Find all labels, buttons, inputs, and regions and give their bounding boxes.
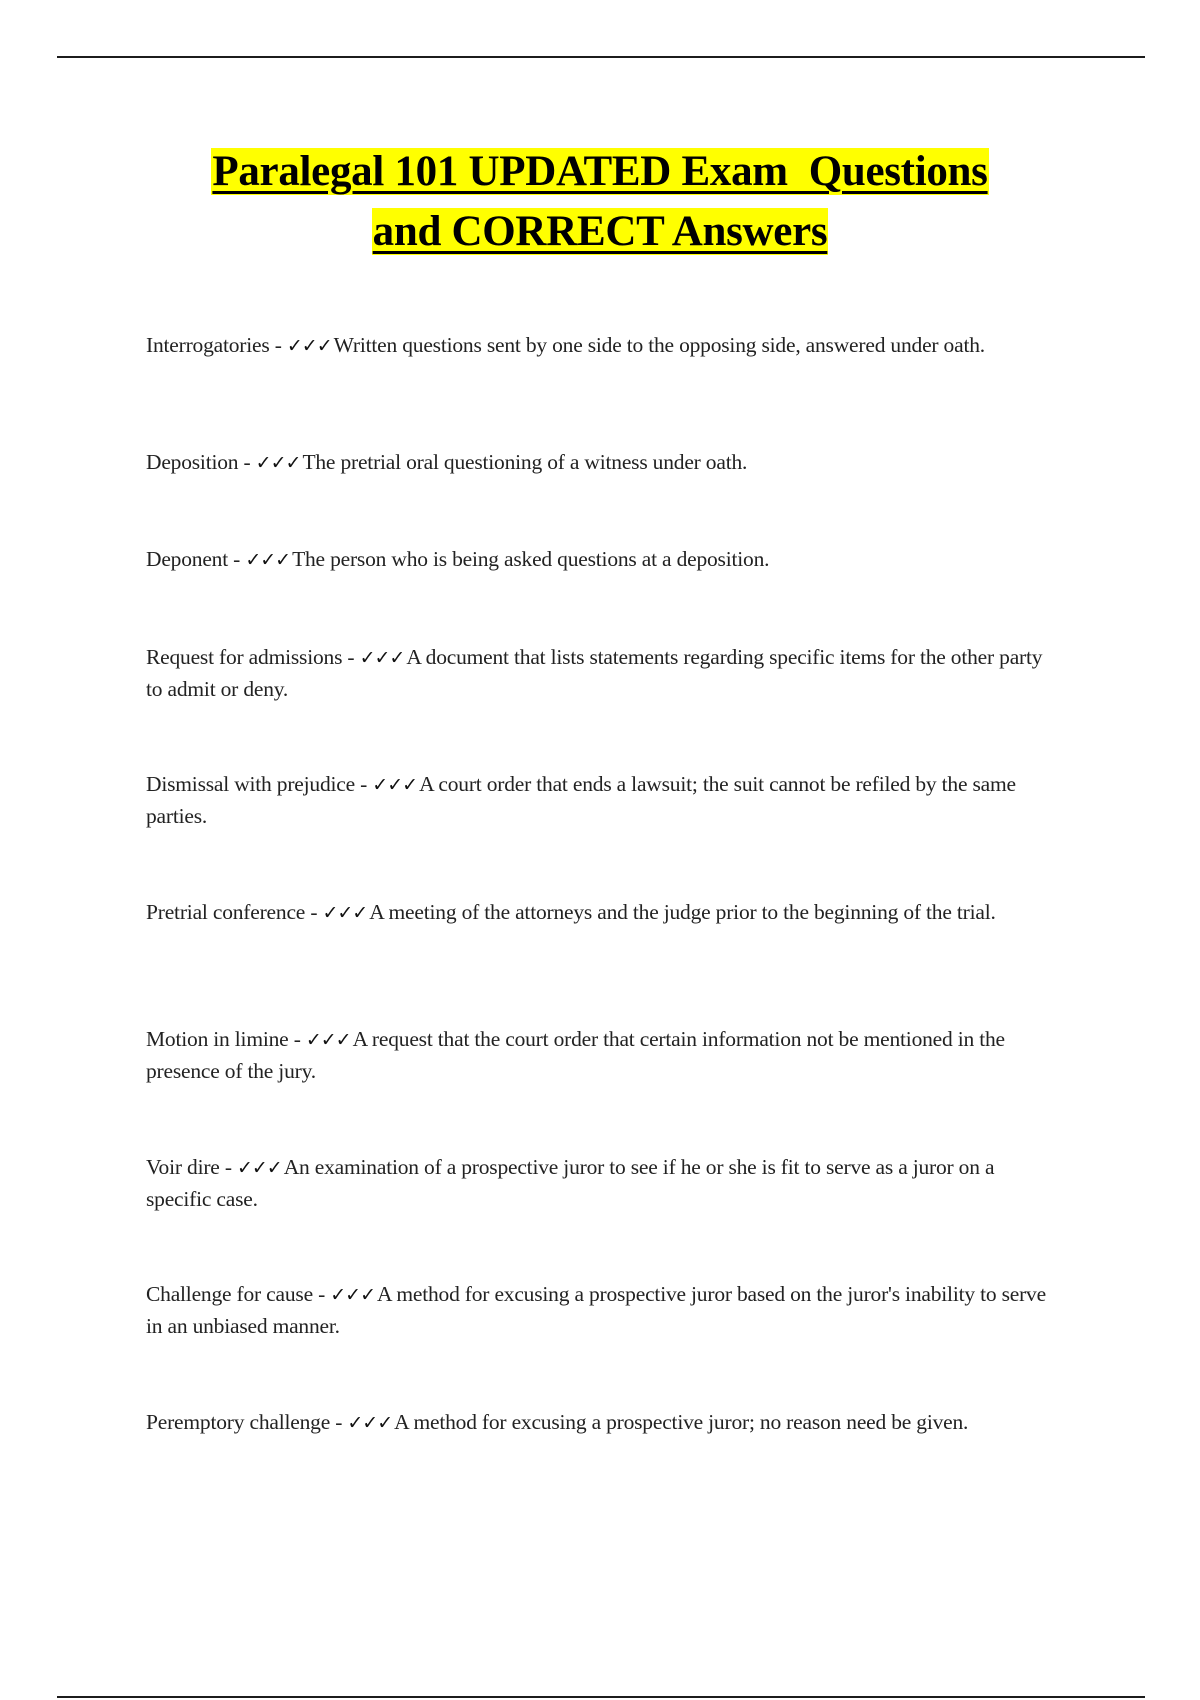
separator: - — [238, 450, 256, 474]
term: Deponent — [146, 547, 228, 571]
definition: A meeting of the attorneys and the judge prior to the beginning of the trial. — [369, 900, 996, 924]
definition: An examination of a prospective juror to see if he or she is fit to serve as a juror on a specific case. — [146, 1155, 995, 1211]
check-marks-icon: ✓✓✓ — [305, 1029, 351, 1051]
qa-item — [146, 330, 1051, 362]
check-marks-icon: ✓✓✓ — [245, 549, 291, 571]
term: Challenge for cause — [146, 1282, 313, 1306]
separator: - — [312, 1282, 331, 1306]
title-heading — [140, 142, 1060, 262]
check-marks-icon: ✓✓✓ — [236, 1157, 282, 1179]
qa-item — [146, 642, 1051, 705]
qa-item — [146, 1407, 1051, 1439]
qa-item — [146, 1279, 1051, 1342]
definition: The person who is being asked questions at a deposition. — [292, 547, 770, 571]
separator: - — [330, 1410, 348, 1434]
qa-item — [146, 1024, 1051, 1087]
term: Dismissal with prejudice — [146, 772, 355, 796]
term: Interrogatories — [146, 333, 270, 357]
definition: A method for excusing a prospective juror based on the juror's inability to serve in an unbiased manner. — [146, 1282, 1046, 1338]
separator: - — [342, 645, 360, 669]
term: Peremptory challenge — [146, 1410, 331, 1434]
check-marks-icon: ✓✓✓ — [322, 902, 368, 924]
definition: A court order that ends a lawsuit; the suit cannot be refiled by the same parties. — [146, 772, 1016, 828]
qa-item — [146, 544, 1051, 576]
qa-item — [146, 447, 1051, 479]
qa-item — [146, 1152, 1051, 1215]
check-marks-icon: ✓✓✓ — [359, 647, 405, 669]
definition: A document that lists statements regarding specific items for the other party to admit or deny. — [146, 645, 1043, 701]
check-marks-icon: ✓✓✓ — [330, 1284, 376, 1306]
definition: A method for excusing a prospective juror; no reason need be given. — [394, 1410, 969, 1434]
term: Request for admissions — [146, 645, 343, 669]
separator: - — [288, 1027, 306, 1051]
separator: - — [354, 772, 373, 796]
check-marks-icon: ✓✓✓ — [286, 335, 332, 357]
check-marks-icon: ✓✓✓ — [347, 1412, 393, 1434]
definition: A request that the court order that certain information not be mentioned in the presence of the jury. — [146, 1027, 1005, 1083]
qa-item — [146, 897, 1051, 929]
document-title — [140, 142, 1060, 262]
qa-item — [146, 769, 1051, 832]
check-marks-icon: ✓✓✓ — [372, 774, 418, 796]
term: Motion in limine — [146, 1027, 289, 1051]
bottom-page-rule — [57, 1696, 1145, 1698]
separator: - — [219, 1155, 237, 1179]
term: Deposition — [146, 450, 239, 474]
definition: The pretrial oral questioning of a witness under oath. — [302, 450, 748, 474]
title-line-2: and CORRECT Answers — [372, 208, 828, 255]
title-line-1: Paralegal 101 UPDATED Exam Questions — [212, 148, 988, 195]
term: Voir dire — [146, 1155, 220, 1179]
separator: - — [305, 900, 323, 924]
definition: Written questions sent by one side to the opposing side, answered under oath. — [333, 333, 985, 357]
term: Pretrial conference — [146, 900, 306, 924]
check-marks-icon: ✓✓✓ — [255, 452, 301, 474]
top-page-rule — [57, 56, 1145, 58]
separator: - — [228, 547, 246, 571]
separator: - — [269, 333, 287, 357]
